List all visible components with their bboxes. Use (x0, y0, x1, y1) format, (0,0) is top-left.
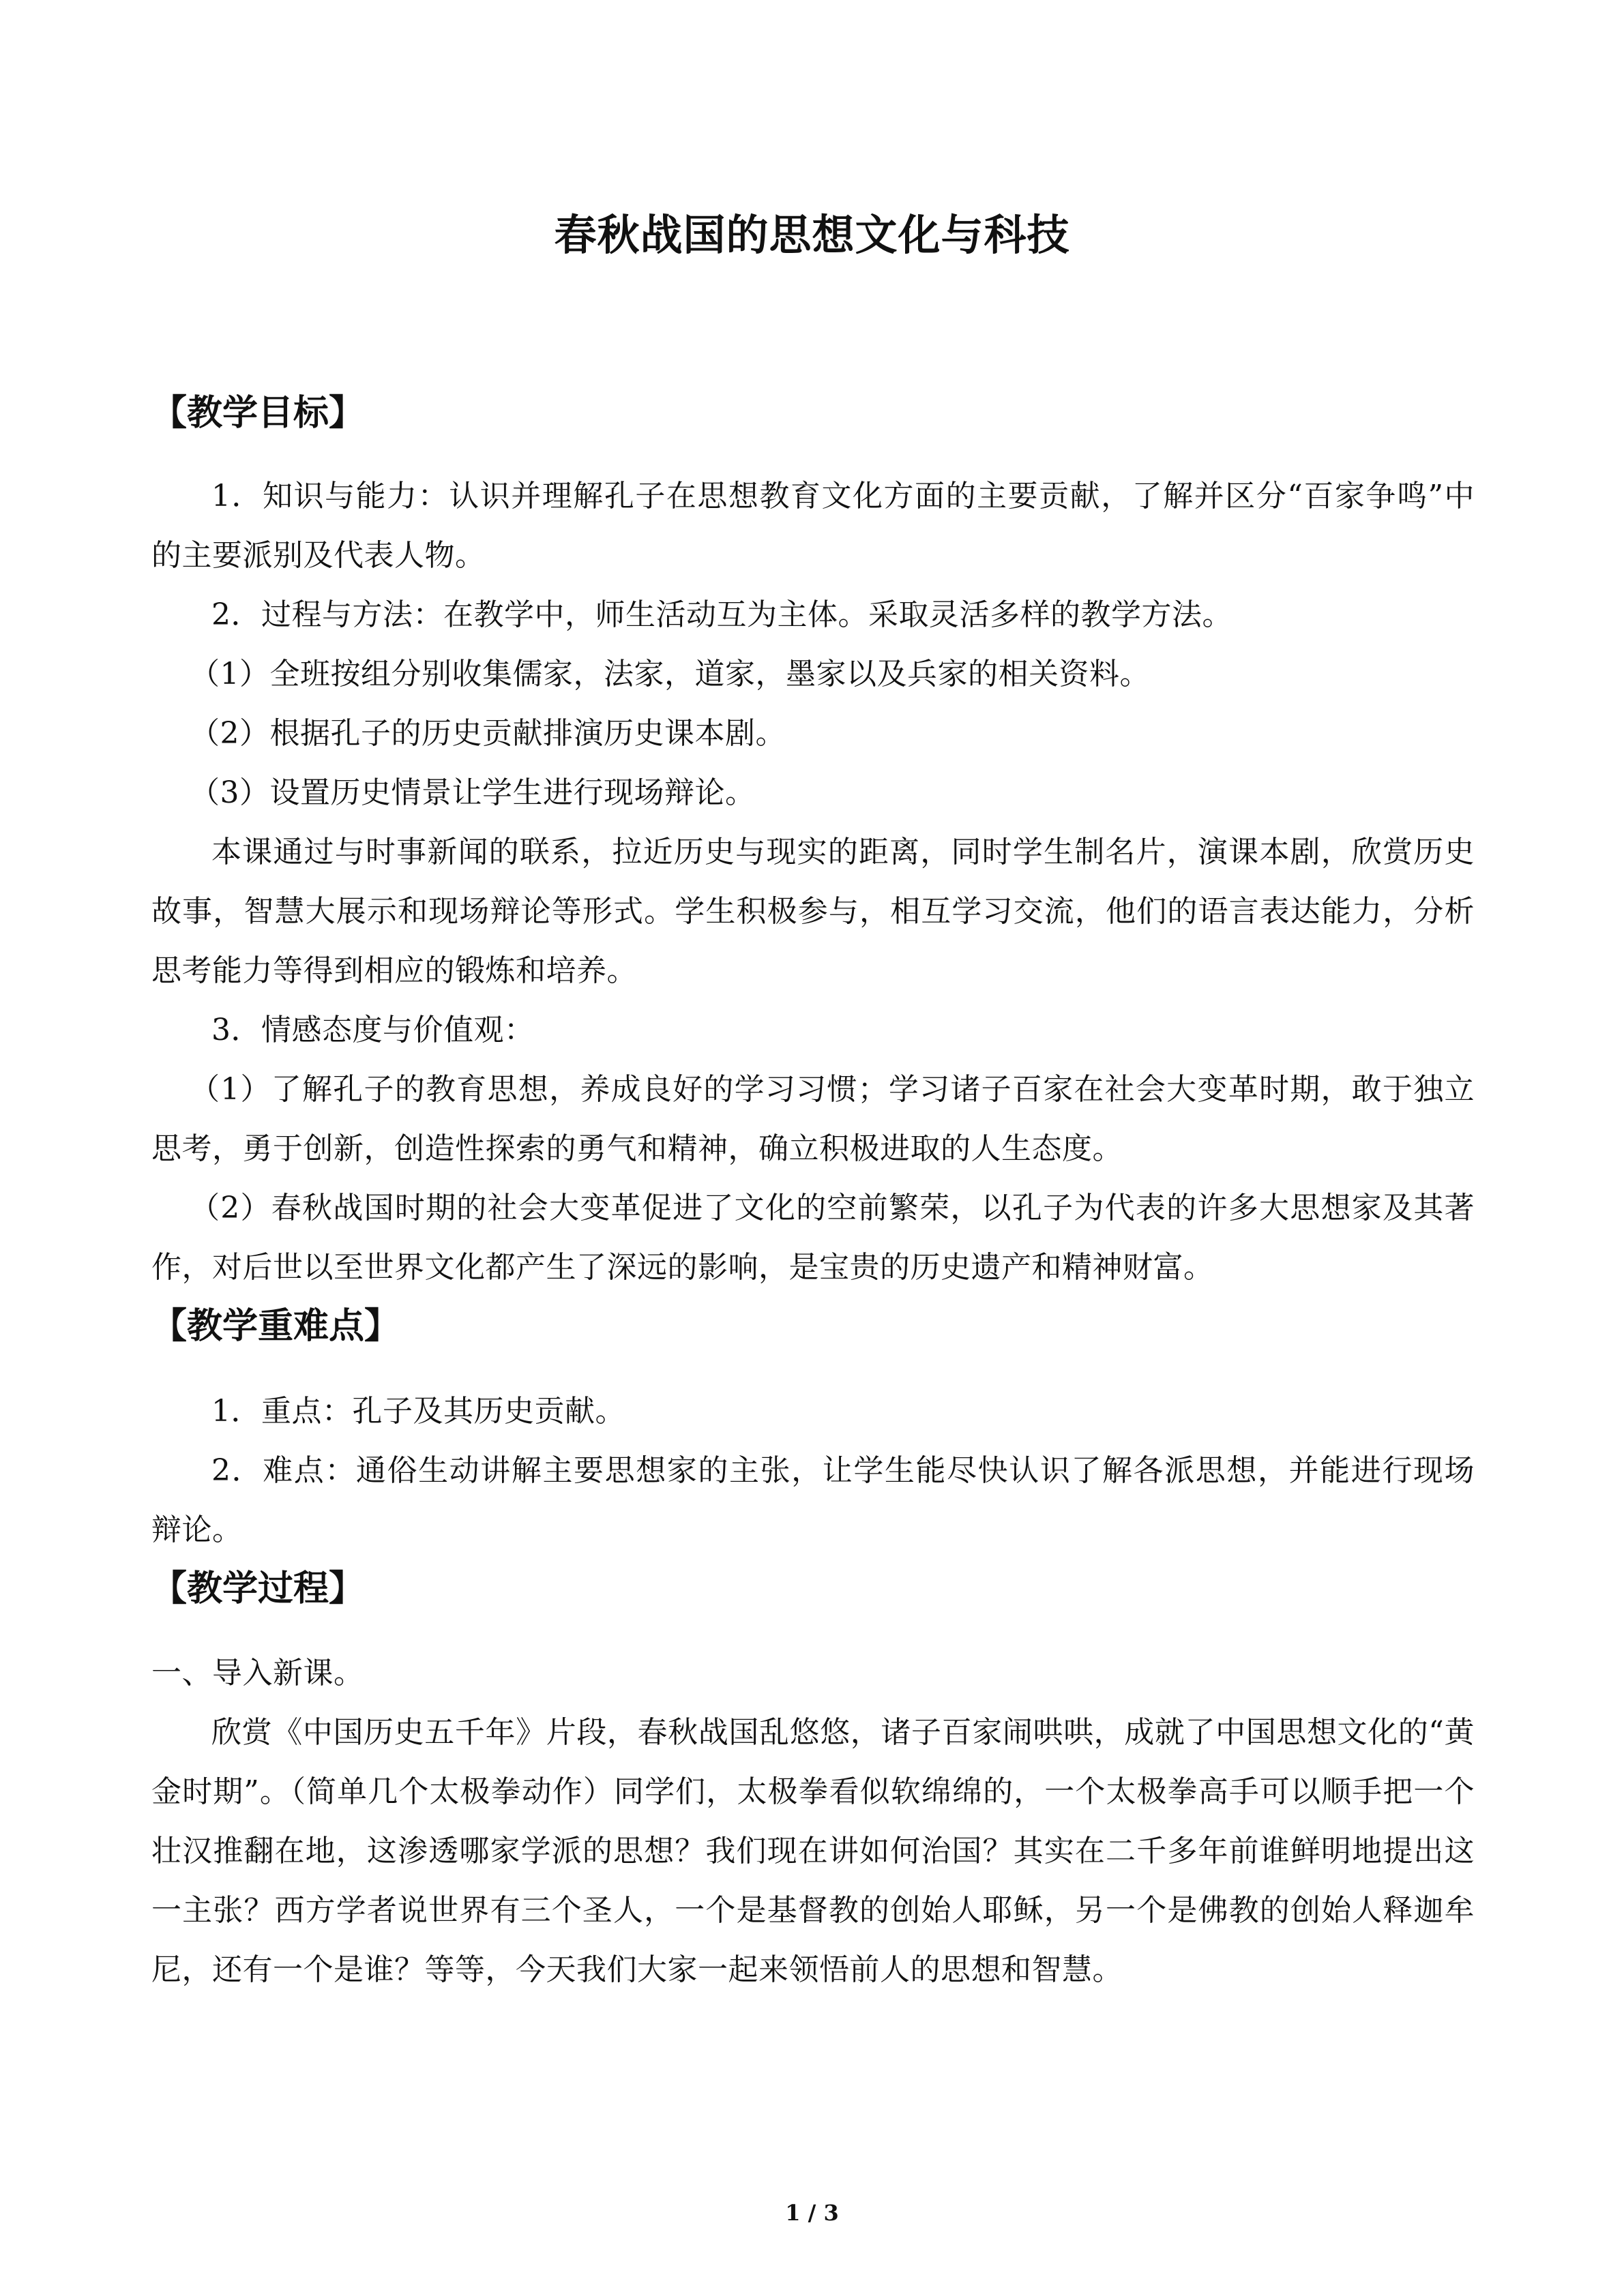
objectives-paragraph-7: 3．情感态度与价值观： (211, 1013, 535, 1047)
objectives-paragraph-9: （2）春秋战国时期的社会大变革促进了文化的空前繁荣，以孔子为代表的许多大思想家及其著作，对后世以至世界文化都产生了深远的影响，是宝贵的历史遗产和精神财富。 (151, 1191, 1475, 1285)
objectives-paragraph-5: （3）设置历史情景让学生进行现场辩论。 (190, 775, 756, 810)
objectives-paragraph-8: （1）了解孔子的教育思想，养成良好的学习习惯；学习诸子百家在社会大变革时期，敢于独立思考，勇于创新，创造性探索的勇气和精神，确立积极进取的人生态度。 (151, 1072, 1475, 1166)
key-points-paragraph-1: 1．重点：孔子及其历史贡献。 (211, 1394, 625, 1429)
objectives-paragraph-2: 2．过程与方法：在教学中，师生活动互为主体。采取灵活多样的教学方法。 (211, 597, 1232, 632)
page-number: 1 / 3 (785, 2200, 839, 2226)
objectives-paragraph-4: （2）根据孔子的历史贡献排演历史课本剧。 (190, 716, 786, 751)
objectives-paragraph-1: 1．知识与能力：认识并理解孔子在思想教育文化方面的主要贡献，了解并区分“百家争鸣”中的主要派别及代表人物。 (151, 479, 1475, 573)
objectives-paragraph-3: （1）全班按组分别收集儒家，法家，道家，墨家以及兵家的相关资料。 (190, 657, 1150, 691)
section-heading-process: 【教学过程】 (151, 1568, 365, 1609)
section-heading-key-points: 【教学重难点】 (151, 1306, 400, 1347)
section-heading-objectives: 【教学目标】 (151, 393, 365, 434)
page-title: 春秋战国的思想文化与科技 (554, 210, 1070, 260)
objectives-paragraph-6: 本课通过与时事新闻的联系，拉近历史与现实的距离，同时学生制名片，演课本剧，欣赏历史故事，智慧大展示和现场辩论等形式。学生积极参与，相互学习交流，他们的语言表达能力，分析思考能力等得到相应的锻炼和培养。 (151, 835, 1475, 988)
process-paragraph-2: 欣赏《中国历史五千年》片段，春秋战国乱悠悠，诸子百家闹哄哄，成就了中国思想文化的“黄金时期”。（简单几个太极拳动作）同学们，太极拳看似软绵绵的，一个太极拳高手可以顺手把一个壮汉推翻在地，这渗透哪家学派的思想？我们现在讲如何治国？其实在二千多年前谁鲜明地提出这一主张？西方学者说世界有三个圣人，一个是基督教的创始人耶稣，另一个是佛教的创始人释迦牟尼，还有一个是谁？等等，今天我们大家一起来领悟前人的思想和智慧。 (151, 1715, 1475, 1987)
key-points-paragraph-2: 2．难点：通俗生动讲解主要思想家的主张，让学生能尽快认识了解各派思想，并能进行现场辩论。 (151, 1453, 1475, 1547)
process-paragraph-1: 一、导入新课。 (151, 1656, 364, 1690)
